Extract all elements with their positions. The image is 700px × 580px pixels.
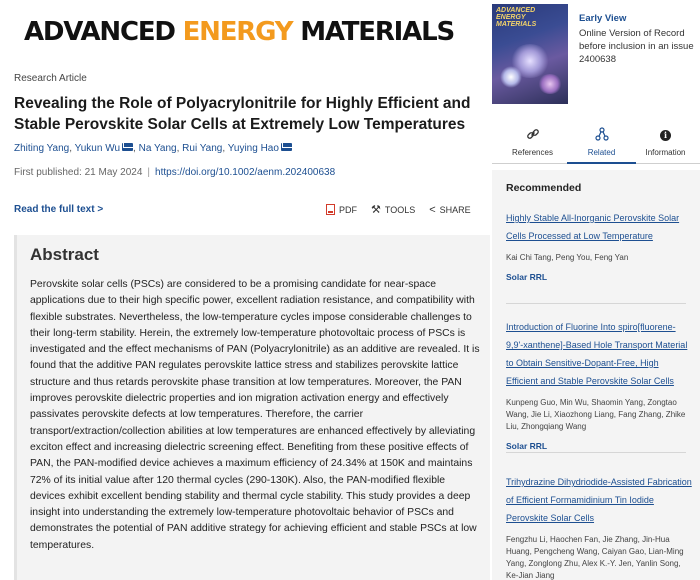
article-title: Revealing the Role of Polyacrylonitrile for Highly Efficient and Stable Perovskite Solar Cells at Extremely Low Temperatures [14, 95, 471, 133]
tab-related[interactable] [567, 124, 636, 164]
journal-logo[interactable] [24, 17, 454, 47]
early-view-link[interactable]: Early View [579, 13, 627, 24]
recommended-journal[interactable]: Solar RRL [506, 441, 548, 451]
abstract-text: Perovskite solar cells (PSCs) are considered to be a promising candidate for near-space applications due to their high specific power, excellent radiation resistance, and compatibility with flexible substrates. Nevertheless, the low-temperature cycles impose considerable challenges to their long-term stability. Herein, the extremely low-temperature photovoltaic process of PSCs is investigated and the effect mechanisms of PAN (Polyacrylonitrile) as an additive are revealed. It is found that the additive PAN regulates perovskite lattice stress and stabilizes perovskite lattice structure and thus retards perovskite phase transition at low temperatures. Moreover, the PAN improves perovskite dielectric properties and ion migration activation energy and effectively passivates perovskite defects at low temperatures. Therefore, the carrier transport/extraction/collection abilities at low temperatures are enhanced effectively by alleviating exciton effect and increasing dielectric screening effect. Benefiting from these positive effects of PAN, the PAN-modified device achieves a maximum efficiency of 24.34% at 150K and maintains 72% of its initial value after 120 thermal cycles (290-130K). Also, the PAN-modified flexible devices exhibit excellent bending stability and thermal cycle stability. This study provides a deep insight into understanding the extremely low-temperature photovoltaic behavior of PSCs and demonstrates the potential of PAN additive strategy for achieving efficient and stable PSCs at low temperatures. [30, 279, 480, 551]
sidebar-tabs [492, 124, 700, 164]
share-label: SHARE [439, 204, 471, 215]
cover-art [500, 66, 522, 88]
author-link[interactable]: Zhiting Yang [14, 143, 70, 154]
recommended-item [506, 472, 692, 580]
article-type-label: Research Article [14, 73, 87, 84]
tab-label: References [512, 148, 553, 157]
cover-art [538, 74, 562, 94]
journal-logo-word-energy: ENERGY [182, 17, 301, 47]
first-published-date: First published: 21 May 2024 [14, 167, 143, 178]
author-list: Zhiting Yang, Yukun Wu , Na Yang, Rui Yang, Yuying Hao [14, 143, 484, 154]
cover-title: ADVANCED ENERGY MATERIALS [496, 7, 537, 28]
divider [506, 303, 686, 304]
tab-information[interactable] [631, 124, 700, 164]
share-button[interactable] [429, 204, 470, 216]
read-full-text-label: Read the full text [14, 204, 95, 215]
tools-button[interactable] [371, 203, 415, 216]
link-icon [526, 127, 540, 141]
journal-logo-word-materials: MATERIALS [300, 17, 454, 47]
article-sidebar [492, 0, 700, 580]
email-icon[interactable] [281, 143, 292, 151]
recommended-item [506, 208, 692, 282]
divider [506, 452, 686, 453]
pdf-button[interactable] [326, 204, 357, 215]
recommended-journal[interactable]: Solar RRL [506, 272, 548, 282]
recommended-title-link[interactable]: Introduction of Fluorine Into spiro[fluorene-9,9'-xanthene]-Based Hole Transport Material to Obtain Sensitive-Dopant-Free, High Efficient and Stable Perovskite Solar Cells [506, 322, 688, 386]
recommended-panel [492, 170, 700, 580]
recommended-authors: Fengzhu Li, Haochen Fan, Jie Zhang, Jin-Hua Huang, Pengcheng Wang, Caiyan Gao, Lian-Ming Yang, Zonglong Zhu, Alex K.-Y. Jen, Yanlin Song, Ke-Jian Jiang [506, 535, 684, 580]
record-note: Online Version of Record before inclusion in an issue [579, 28, 694, 52]
abstract-heading: Abstract [30, 245, 99, 264]
pdf-label: PDF [339, 204, 357, 215]
recommended-title-link[interactable]: Trihydrazine Dihydriodide-Assisted Fabrication of Efficient Formamidinium Tin Iodide Perovskite Solar Cells [506, 477, 692, 523]
email-icon[interactable] [122, 143, 133, 151]
author-link[interactable]: Yukun Wu [74, 143, 121, 154]
author-link[interactable]: Rui Yang [182, 143, 223, 154]
doi-link[interactable]: https://doi.org/10.1002/aenm.202400638 [155, 167, 336, 178]
recommended-authors: Kai Chi Tang, Peng You, Feng Yan [506, 253, 629, 262]
info-icon: i [659, 127, 673, 141]
share-icon: < [429, 203, 436, 216]
journal-logo-word-advanced: ADVANCED [24, 17, 183, 47]
article-tools [326, 203, 471, 216]
tools-label: TOOLS [384, 204, 416, 215]
author-link[interactable]: Yuying Hao [227, 143, 279, 154]
tab-references[interactable] [498, 124, 567, 164]
journal-cover-image[interactable] [492, 4, 568, 104]
recommended-item [506, 317, 692, 451]
recommended-heading: Recommended [506, 182, 582, 194]
publication-info: First published: 21 May 2024 | https://doi.org/10.1002/aenm.202400638 [14, 167, 336, 178]
tab-label: Information [645, 148, 686, 157]
article-number: 2400638 [579, 54, 616, 65]
pdf-icon [326, 204, 335, 215]
read-full-text-link[interactable] [14, 204, 103, 215]
network-icon [595, 127, 609, 141]
tab-label: Related [587, 148, 616, 157]
wrench-icon: ⚒ [371, 204, 381, 216]
recommended-title-link[interactable]: Highly Stable All-Inorganic Perovskite Solar Cells Processed at Low Temperature [506, 213, 680, 241]
recommended-authors: Kunpeng Guo, Min Wu, Shaomin Yang, Zongtao Wang, Jie Li, Xiaozhong Liang, Fang Zhang, Zhike Liu, Zhongqiang Wang [506, 398, 686, 431]
chevron-right-icon: > [97, 204, 104, 215]
author-link[interactable]: Na Yang [138, 143, 177, 154]
